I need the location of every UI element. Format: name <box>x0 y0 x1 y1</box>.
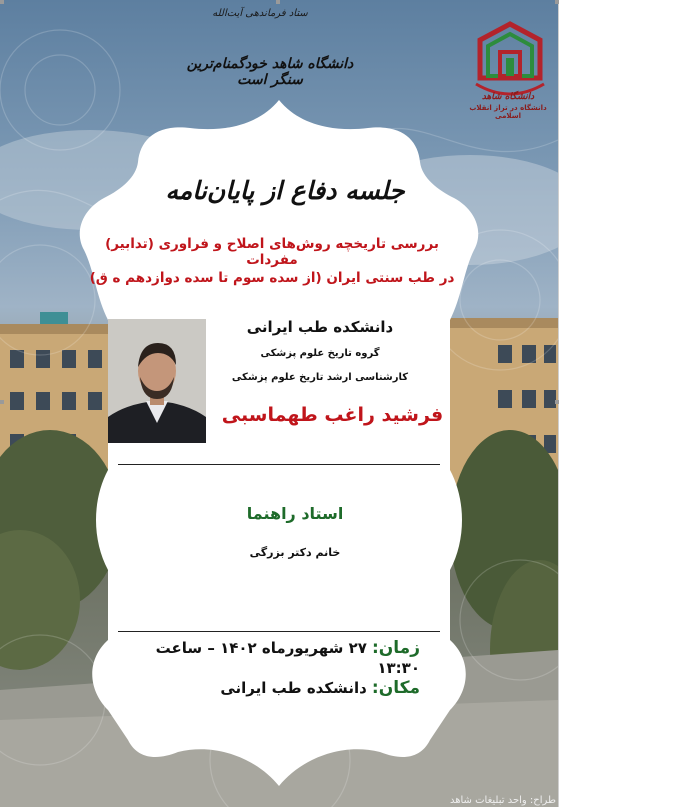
place-row <box>170 678 420 698</box>
logo-caption: دانشگاه شاهد <box>481 92 535 102</box>
advisor-name: خانم دکتر بزرگی <box>249 546 341 559</box>
time-row <box>120 638 420 677</box>
selection-handle[interactable] <box>555 400 559 404</box>
selection-handle[interactable] <box>0 400 4 404</box>
student-name: فرشید راغب طهماسبی <box>221 404 444 426</box>
place-value: دانشکده طب ایرانی <box>220 679 367 697</box>
department-name: گروه تاریخ علوم پزشکی <box>260 348 380 359</box>
selection-handle[interactable] <box>555 0 559 4</box>
logo-subcaption: دانشگاه در تراز انقلاب اسلامی <box>469 104 547 120</box>
time-value: ۲۷ شهریورماه ۱۴۰۲ – ساعت ۱۳:۳۰ <box>155 639 420 677</box>
faculty-name: دانشکده طب ایرانی <box>246 318 394 336</box>
thesis-title-line1: بررسی تاریخچه روش‌های اصلاح و فراوری (تدابیر) مفردات <box>105 236 439 268</box>
page-title: جلسه دفاع از پایان‌نامه <box>165 176 405 205</box>
time-label: زمان: <box>371 638 420 658</box>
divider <box>118 464 440 465</box>
footer-credit: طراح: واحد تبلیغات شاهد <box>449 795 556 806</box>
selection-handle[interactable] <box>0 0 4 4</box>
selection-handle[interactable] <box>276 0 280 4</box>
student-photo <box>108 319 206 443</box>
thesis-title-line2: در طب سنتی ایران (از سده سوم تا سده دوازدهم ه ق) <box>89 270 455 286</box>
divider <box>118 631 440 632</box>
degree-name: کارشناسی ارشد تاریخ علوم پزشکی <box>231 372 409 383</box>
place-label: مکان: <box>371 678 420 698</box>
header-tagline-small: ستاد فرماندهی آیت‌الله <box>212 8 308 19</box>
header-tagline: دانشگاه شاهد خودگمنام‌ترین سنگر است <box>186 56 354 88</box>
advisor-heading: استاد راهنما <box>246 504 344 523</box>
